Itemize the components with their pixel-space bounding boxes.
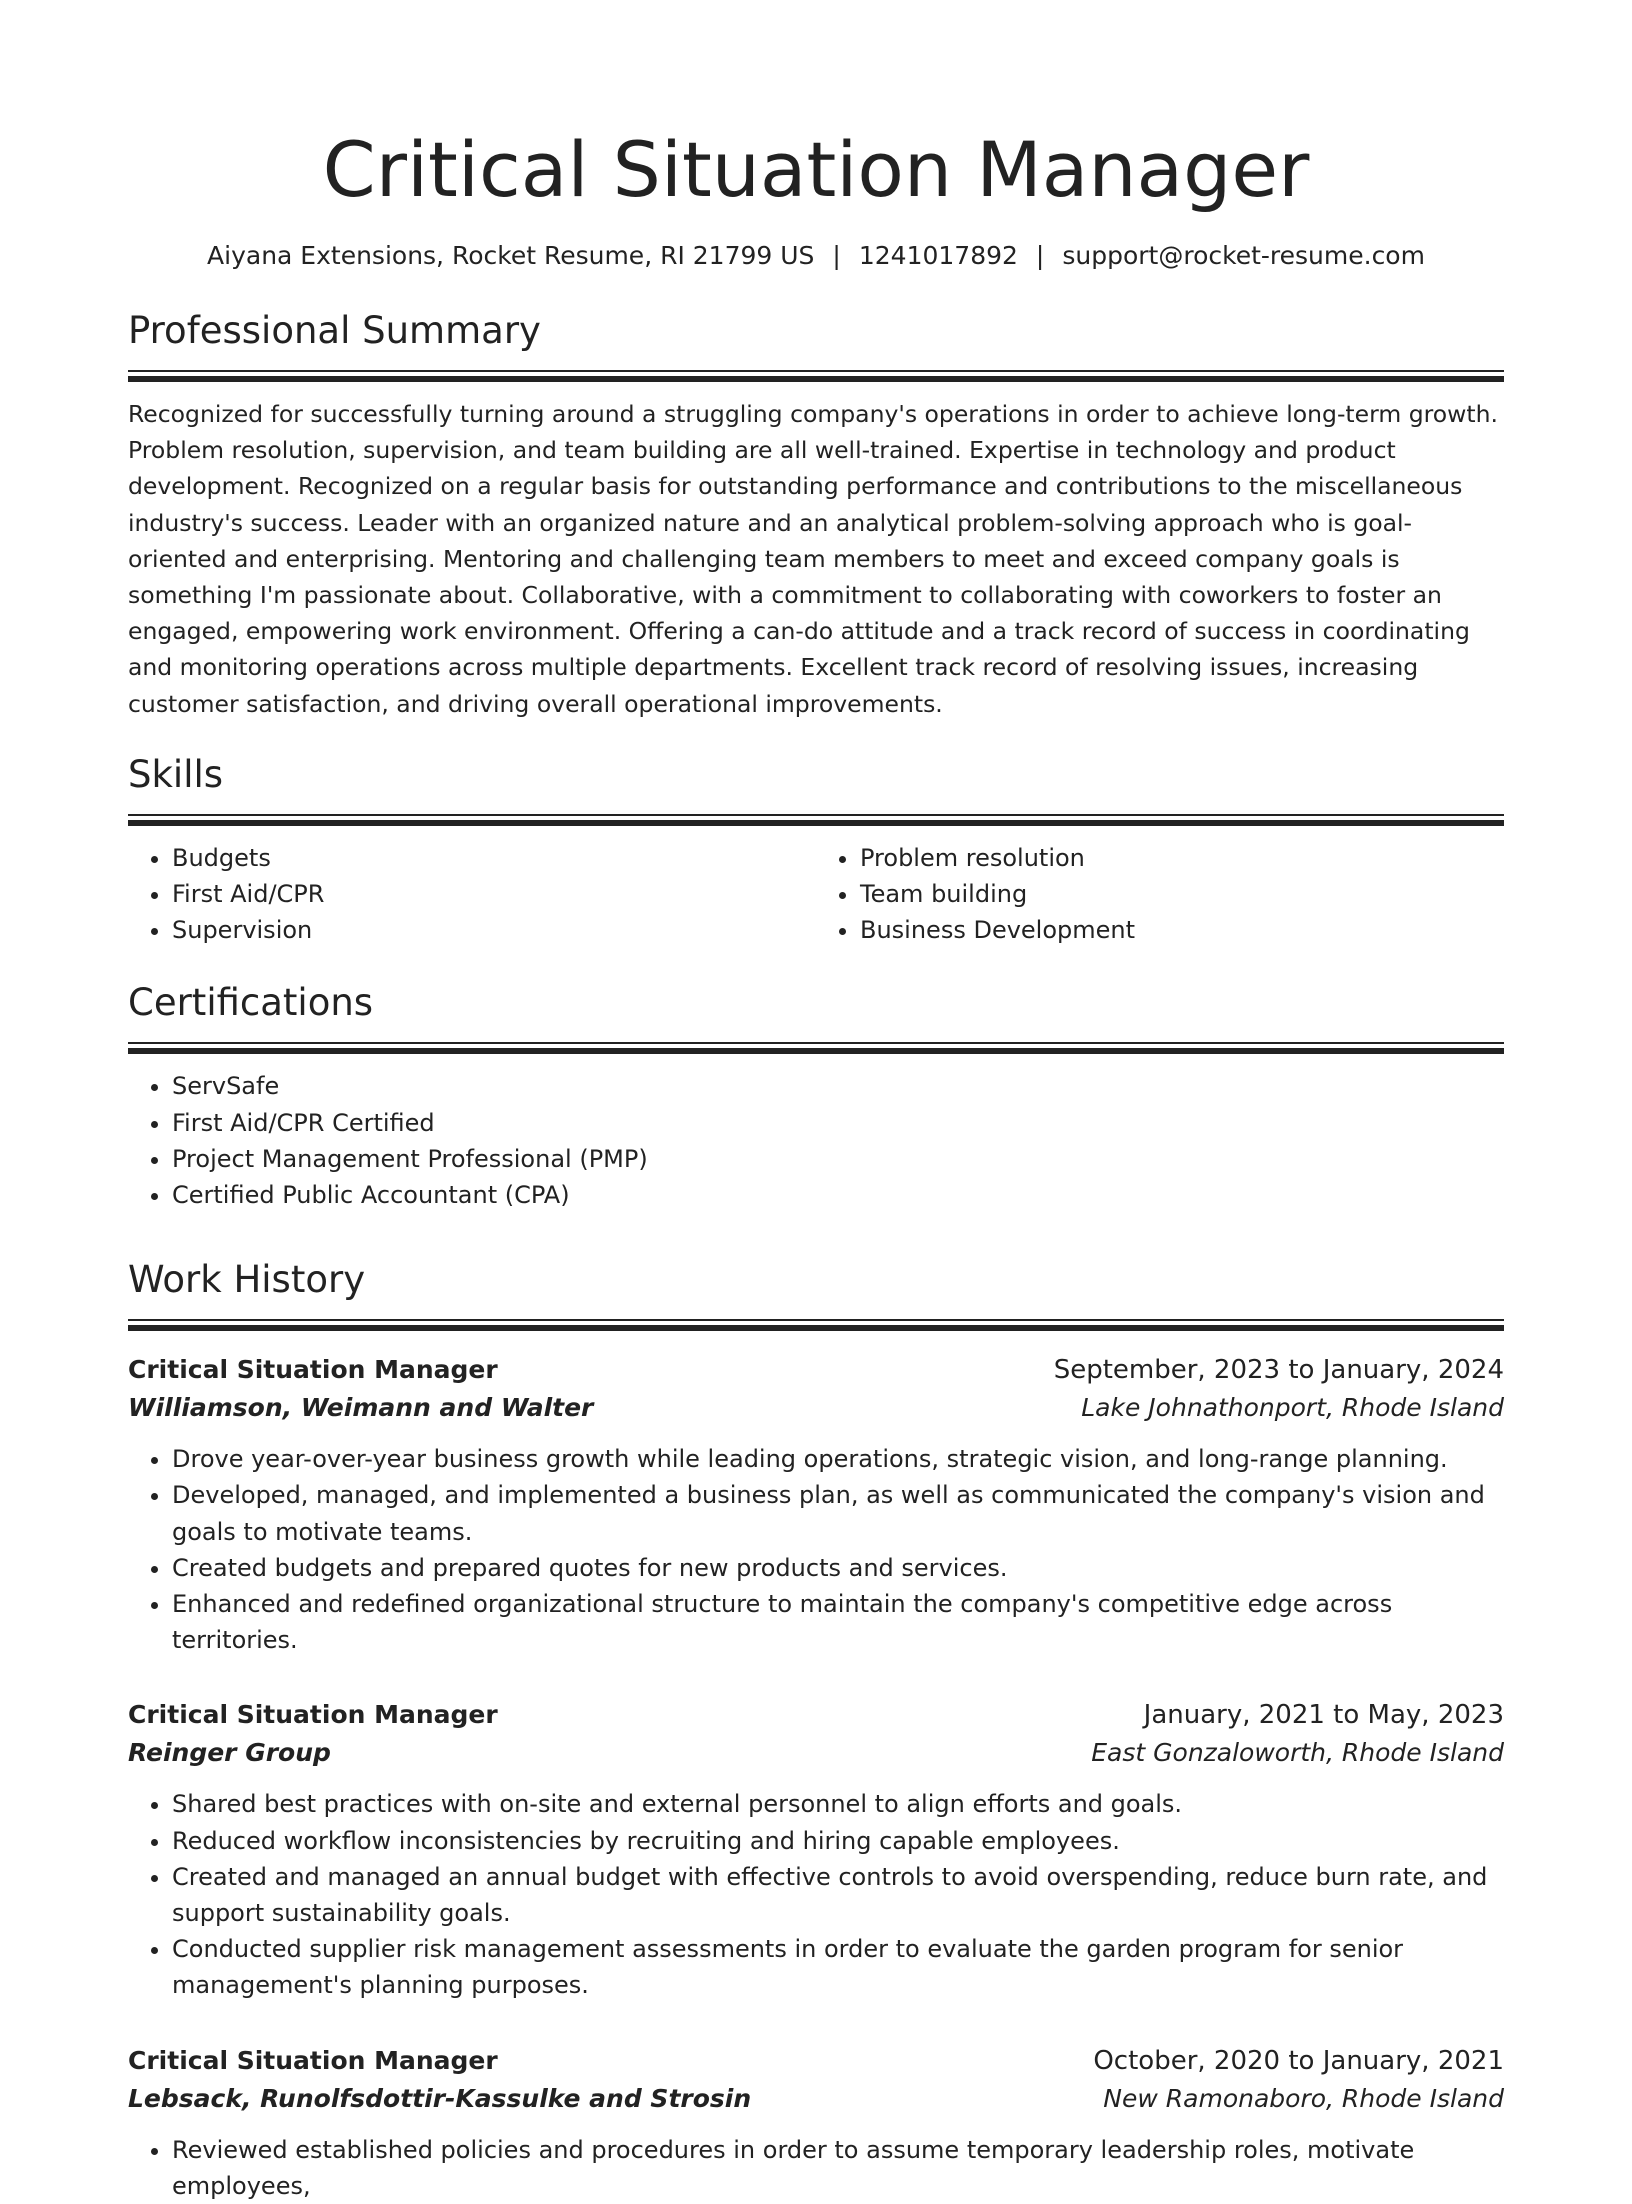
skill-item: • Budgets xyxy=(172,840,816,876)
job-bullet: • Created budgets and prepared quotes for new products and services. xyxy=(172,1550,1504,1586)
skill-item: • Business Development xyxy=(860,912,1504,948)
job-dates: January, 2021 to May, 2023 xyxy=(1143,1700,1504,1731)
job-subheader xyxy=(128,1734,1504,1772)
job-bullet: • Created and managed an annual budget with effective controls to avoid overspending, reduce burn rate, and support sustainability goals. xyxy=(172,1859,1504,1931)
contact-phone: 1241017892 xyxy=(858,241,1018,270)
certification-item: • Project Management Professional (PMP) xyxy=(172,1141,1504,1177)
contact-separator: | xyxy=(832,241,841,270)
page-title: Critical Situation Manager xyxy=(322,125,1310,214)
section-divider xyxy=(128,1042,1504,1054)
section-heading-work-history: Work History xyxy=(128,1258,366,1302)
job-location: East Gonzaloworth, Rhode Island xyxy=(1091,1738,1504,1768)
job-location: Lake Johnathonport, Rhode Island xyxy=(1081,1393,1504,1423)
section-divider xyxy=(128,1319,1504,1331)
skills-grid xyxy=(128,840,1504,949)
skills-list-left xyxy=(128,840,816,949)
job-bullet: • Drove year-over-year business growth while leading operations, strategic vision, and long-range planning. xyxy=(172,1441,1504,1477)
job-bullets xyxy=(128,2132,1504,2204)
job-company: Reinger Group xyxy=(128,1738,331,1768)
job-bullet: • Shared best practices with on-site and external personnel to align efforts and goals. xyxy=(172,1786,1504,1822)
contact-address: Aiyana Extensions, Rocket Resume, RI 21799 US xyxy=(207,241,815,270)
section-heading-summary: Professional Summary xyxy=(128,309,541,352)
skills-list-right xyxy=(816,840,1504,949)
skill-item: • Team building xyxy=(860,876,1504,912)
job-bullets xyxy=(128,1786,1504,2003)
certification-item: • Certified Public Accountant (CPA) xyxy=(172,1177,1504,1213)
job-bullet: • Developed, managed, and implemented a business plan, as well as communicated the company's vision and goals to motivate teams. xyxy=(172,1477,1504,1549)
job-header xyxy=(128,1351,1504,1389)
section-heading-certifications: Certifications xyxy=(128,981,374,1025)
job-bullet: • Conducted supplier risk management assessments in order to evaluate the garden program for senior management's planning purposes. xyxy=(172,1931,1504,2003)
contact-email[interactable]: support@rocket-resume.com xyxy=(1062,241,1425,270)
job-bullet: • Enhanced and redefined organizational structure to maintain the company's competitive edge across territories. xyxy=(172,1586,1504,1658)
job-company: Lebsack, Runolfsdottir-Kassulke and Strosin xyxy=(128,2083,752,2113)
job-bullets xyxy=(128,1441,1504,1658)
section-divider xyxy=(128,814,1504,826)
job-entry xyxy=(128,1696,1504,2003)
job-title: Critical Situation Manager xyxy=(128,2045,498,2075)
job-subheader xyxy=(128,1389,1504,1427)
job-dates: October, 2020 to January, 2021 xyxy=(1093,2045,1504,2076)
job-title: Critical Situation Manager xyxy=(128,1355,498,1385)
job-bullet: • Reviewed established policies and procedures in order to assume temporary leadership roles, motivate employees, xyxy=(172,2132,1504,2204)
certification-item: • First Aid/CPR Certified xyxy=(172,1105,1504,1141)
section-heading-skills: Skills xyxy=(128,752,224,796)
work-history-section xyxy=(128,1255,1504,2204)
certification-item: • ServSafe xyxy=(172,1068,1504,1104)
certifications-section xyxy=(128,978,1504,1213)
job-entry xyxy=(128,2042,1504,2204)
skill-item: • Problem resolution xyxy=(860,840,1504,876)
job-location: New Ramonaboro, Rhode Island xyxy=(1103,2083,1504,2113)
job-title: Critical Situation Manager xyxy=(128,1700,498,1730)
summary-text: Recognized for successfully turning around a struggling company's operations in order to achieve long-term growth. Problem resolution, supervision, and team building are all well-trained. Expertise in technology and product development. Recognized on a regular basis for outstanding performance and contributions to the miscellaneous industry's success. Leader with an organized nature and an analytical problem-solving approach who is goal-oriented and enterprising. Mentoring and challenging team members to meet and exceed company goals is something I'm passionate about. Collaborative, with a commitment to collaborating with coworkers to foster an engaged, empowering work environment. Offering a can-do attitude and a track record of success in coordinating and monitoring operations across multiple departments. Excellent track record of resolving issues, increasing customer satisfaction, and driving overall operational improvements. xyxy=(128,400,1498,718)
skills-section xyxy=(128,750,1504,949)
skill-item: • Supervision xyxy=(172,912,816,948)
summary-section xyxy=(128,306,1504,722)
contact-separator: | xyxy=(1035,241,1045,270)
job-company: Williamson, Weimann and Walter xyxy=(128,1393,594,1423)
job-header xyxy=(128,1696,1504,1734)
job-entry xyxy=(128,1351,1504,1658)
contact-line xyxy=(128,238,1504,274)
certifications-list xyxy=(128,1068,1504,1213)
job-bullet: • Reduced workflow inconsistencies by recruiting and hiring capable employees. xyxy=(172,1823,1504,1859)
section-divider xyxy=(128,370,1504,382)
skill-item: • First Aid/CPR xyxy=(172,876,816,912)
job-header xyxy=(128,2042,1504,2080)
job-dates: September, 2023 to January, 2024 xyxy=(1053,1355,1504,1386)
